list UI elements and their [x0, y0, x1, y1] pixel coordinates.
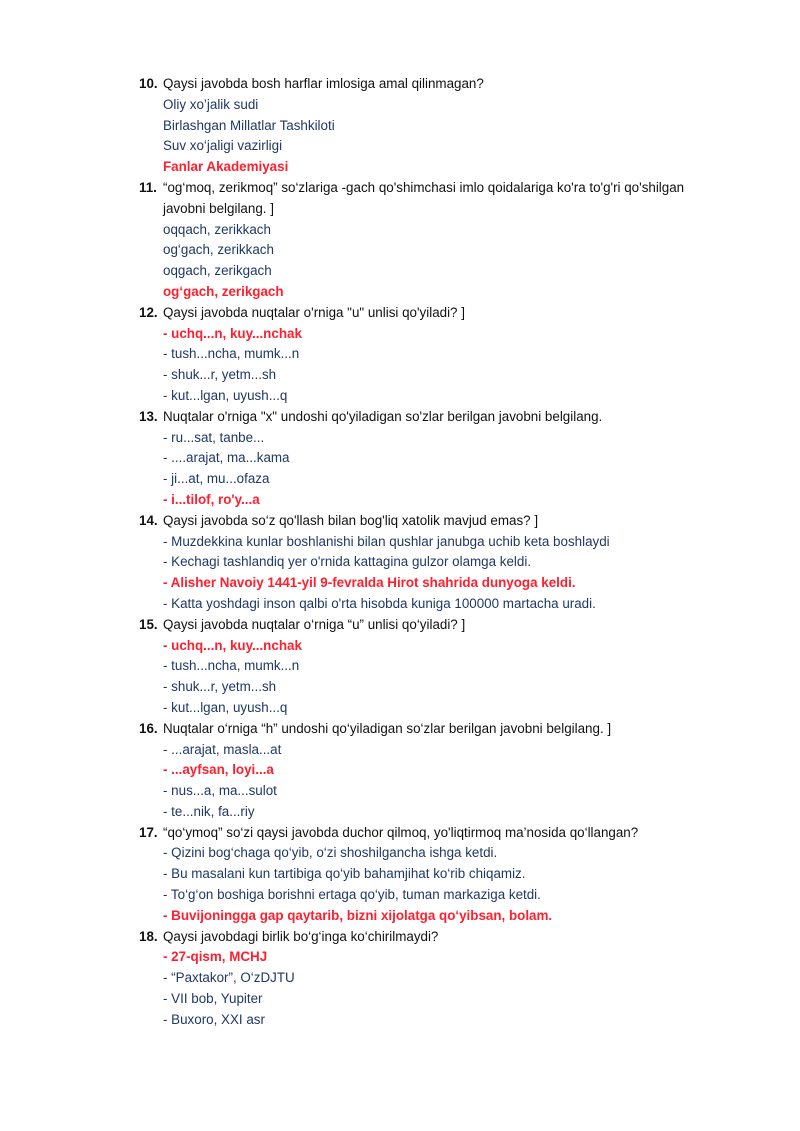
- question-text: Nuqtalar o‘rniga “h” undoshi qo‘yiladigan so‘zlar berilgan javobni belgilang. ]: [163, 720, 612, 736]
- answer-option: - kut...lgan, uyush...q: [163, 387, 288, 403]
- answer-option: - ....arajat, ma...kama: [163, 450, 290, 466]
- answer-option: - Kechagi tashlandiq yer o'rnida kattagina gulzor olamga keldi.: [163, 554, 532, 570]
- answer-option: - Qizini bog‘chaga qo‘yib, o‘zi shoshilgancha ishga ketdi.: [163, 845, 498, 861]
- question-text: Qaysi javobda bosh harflar imlosiga amal qilinmagan?: [163, 76, 484, 91]
- question-block: [0, 74, 800, 178]
- answer-option: - ji...at, mu...ofaza: [163, 471, 270, 487]
- answer-option: - tush...ncha, mumk...n: [163, 658, 300, 674]
- answer-option: - shuk...r, yetm...sh: [163, 679, 277, 695]
- question-number: 13.: [139, 408, 158, 424]
- answer-option-correct: - uchq...n, kuy...nchak: [163, 637, 302, 653]
- answer-option: Birlashgan Millatlar Tashkiloti: [163, 117, 335, 133]
- answer-option: - kut...lgan, uyush...q: [163, 699, 288, 715]
- answer-option: - te...nik, fa...riy: [163, 803, 255, 819]
- answer-option-correct: - Alisher Navoiy 1441-yil 9-fevralda Hirot shahrida dunyoga keldi.: [163, 575, 576, 591]
- question-number: 11.: [139, 179, 157, 195]
- question-text: Nuqtalar o'rniga "x" undoshi qo'yiladigan so'zlar berilgan javobni belgilang.: [163, 408, 603, 424]
- answer-option: - Buxoro, XXI asr: [163, 1011, 265, 1027]
- answer-option: - Bu masalani kun tartibiga qo‘yib bahamjihat ko‘rib chiqamiz.: [163, 866, 526, 882]
- answer-option: - Katta yoshdagi inson qalbi o'rta hisobda kuniga 100000 martacha uradi.: [163, 595, 596, 611]
- answer-option: oqqach, zerikkach: [163, 221, 271, 237]
- answer-option: - ru...sat, tanbe...: [163, 429, 265, 445]
- answer-option-correct: og‘gach, zerikgach: [163, 283, 284, 299]
- question-block: [0, 178, 800, 303]
- answer-option: og‘gach, zerikkach: [163, 242, 274, 258]
- answer-option-correct: Fanlar Akademiyasi: [163, 159, 289, 175]
- question-list: [0, 74, 800, 1031]
- answer-option: - shuk...r, yetm...sh: [163, 367, 277, 383]
- question-number: 16.: [139, 720, 158, 736]
- question-number: 10.: [139, 76, 158, 91]
- question-number: 18.: [139, 928, 158, 944]
- question-number: 12.: [139, 304, 158, 320]
- question-text: “og‘moq, zerikmoq” so‘zlariga -gach qo'shimchasi imlo qoidalariga ko'ra to'g'ri qo'shilgan: [163, 179, 685, 195]
- answer-option: - ...arajat, masla...at: [163, 741, 282, 757]
- answer-option-correct: - Buvijoningga gap qaytarib, bizni xijolatga qo‘yibsan, bolam.: [163, 907, 553, 923]
- answer-option: oqgach, zerikgach: [163, 263, 272, 279]
- question-text: Qaysi javobda nuqtalar o‘rniga “u” unlisi qo‘yiladi? ]: [163, 616, 466, 632]
- question-block: [0, 927, 800, 1031]
- question-number: 14.: [139, 512, 158, 528]
- question-number: 17.: [139, 824, 158, 840]
- answer-option: - nus...a, ma...sulot: [163, 783, 277, 799]
- question-block: [0, 511, 800, 615]
- question-block: [0, 615, 800, 719]
- question-text: Qaysi javobda nuqtalar o'rniga "u" unlisi qo'yiladi? ]: [163, 304, 465, 320]
- question-block: [0, 407, 800, 511]
- question-number: 15.: [139, 616, 158, 632]
- answer-option: - To‘g‘on boshiga borishni ertaga qo‘yib, tuman markaziga ketdi.: [163, 887, 541, 903]
- answer-option: - Muzdekkina kunlar boshlanishi bilan qushlar janubga uchib keta boshlaydi: [163, 533, 610, 549]
- answer-option-correct: - 27-qism, MCHJ: [163, 949, 268, 965]
- question-block: [0, 303, 800, 407]
- answer-option: - tush...ncha, mumk...n: [163, 346, 300, 362]
- question-block: [0, 719, 800, 823]
- answer-option: - “Paxtakor”, O‘zDJTU: [163, 970, 295, 986]
- question-text: Qaysi javobdagi birlik bo‘g‘inga ko‘chirilmaydi?: [163, 928, 439, 944]
- answer-option-correct: - uchq...n, kuy...nchak: [163, 325, 302, 341]
- answer-option: - VII bob, Yupiter: [163, 991, 263, 1007]
- question-text: javobni belgilang. ]: [163, 200, 274, 216]
- answer-option-correct: - i...tilof, ro'y...a: [163, 491, 260, 507]
- answer-option: Oliy xo’jalik sudi: [163, 96, 259, 112]
- question-text: Qaysi javobda so‘z qo'llash bilan bog'liq xatolik mavjud emas? ]: [163, 512, 539, 528]
- answer-option: Suv xo‘jaligi vazirligi: [163, 138, 283, 154]
- answer-option-correct: - ...ayfsan, loyi...a: [163, 762, 274, 778]
- question-block: [0, 823, 800, 927]
- question-text: “qo‘ymoq” so‘zi qaysi javobda duchor qilmoq, yo'liqtirmoq ma’nosida qo‘llangan?: [163, 824, 639, 840]
